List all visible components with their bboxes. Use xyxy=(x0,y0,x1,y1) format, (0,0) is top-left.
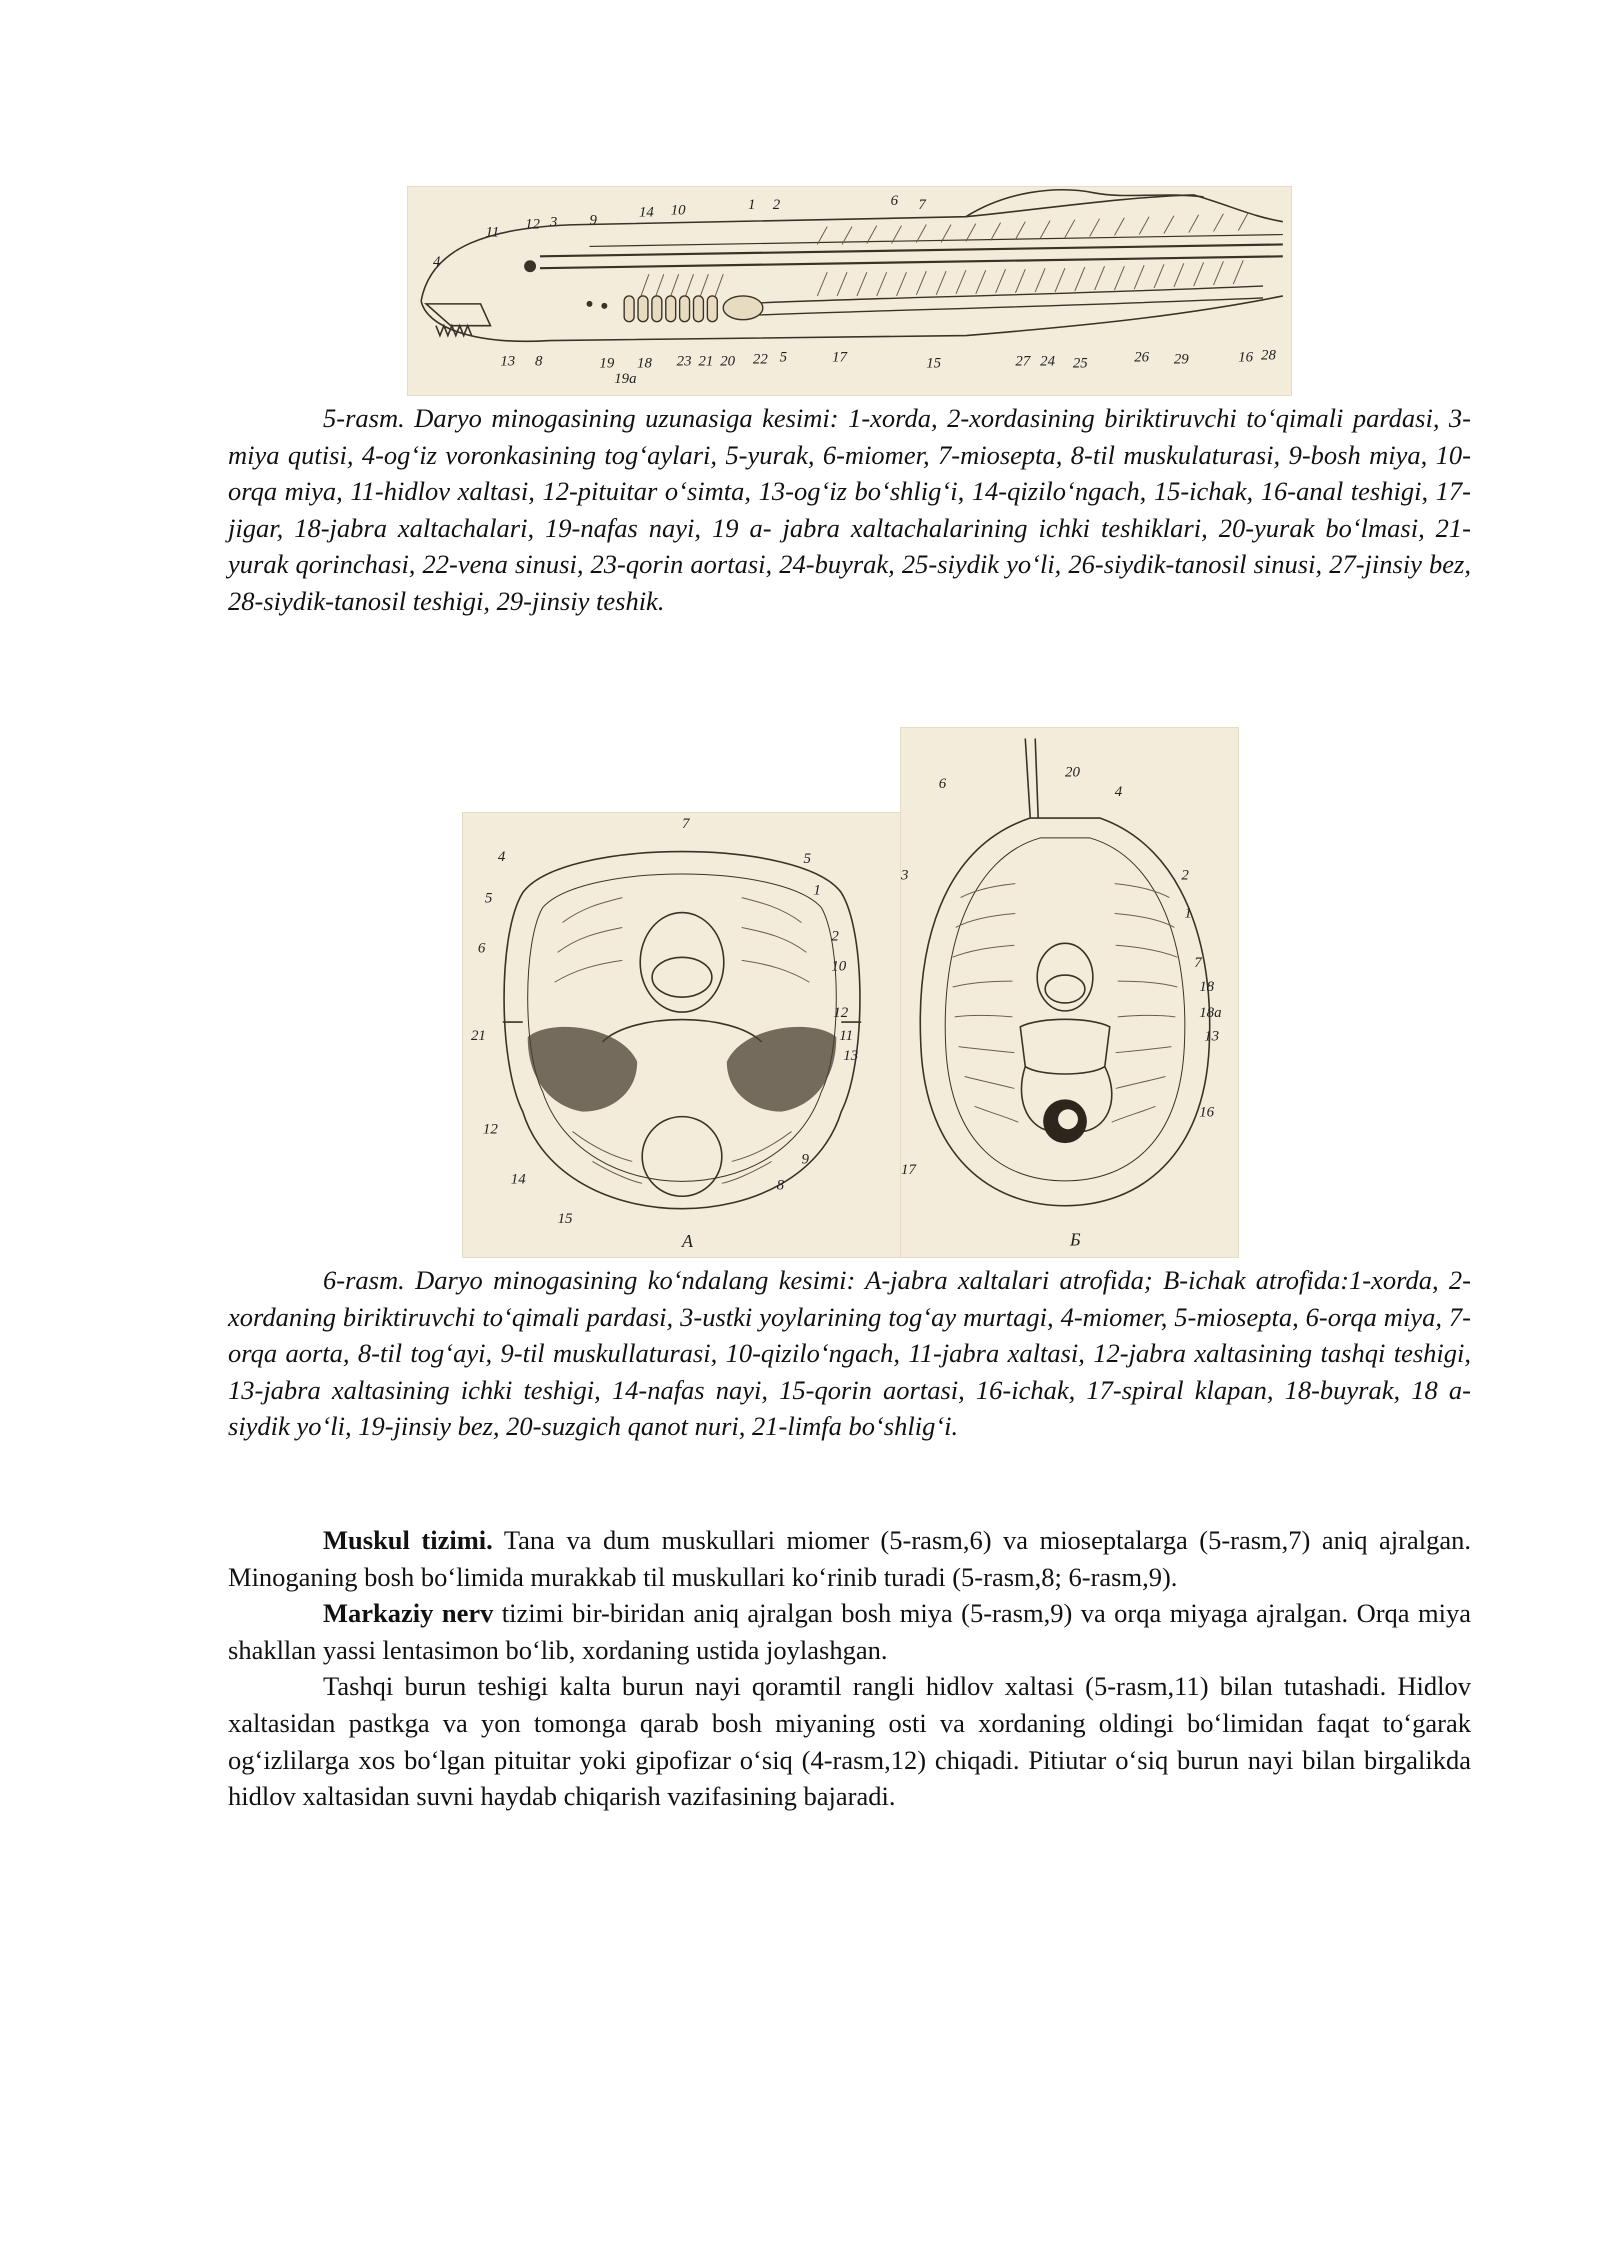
figure-6-caption-label: 6-rasm. xyxy=(323,1265,405,1295)
fig6a-letter: А xyxy=(682,1231,693,1252)
fig6b-letter: Б xyxy=(1069,1229,1081,1250)
fig5-label: 7 xyxy=(918,196,926,213)
paragraph-nasal xyxy=(228,1668,1471,1814)
lamprey-cross-section-b-drawing xyxy=(901,728,1238,1257)
fig6a-label: 15 xyxy=(557,1211,573,1228)
fig5-label: 25 xyxy=(1072,355,1088,372)
fig6b-label: 16 xyxy=(1199,1104,1215,1121)
fig5-label: 17 xyxy=(832,349,848,366)
fig5-label: 19a xyxy=(614,371,637,388)
fig6a-label: 5 xyxy=(803,850,811,867)
fig5-label: 8 xyxy=(535,353,543,370)
paragraph-text: tizimi bir-biridan aniq ajralgan bosh miya (5-rasm,9) va orqa miyaga ajralgan. Orqa miya shakllan yassi lentasimon bo‘lib, xordaning ustida joylashgan. xyxy=(228,1598,1471,1665)
fig5-label: 16 xyxy=(1238,349,1254,366)
fig6b-label: 6 xyxy=(938,776,947,793)
fig6a-label: 12 xyxy=(482,1121,498,1138)
paragraph-text: Tashqi burun teshigi kalta burun nayi qoramtil rangli hidlov xaltasi (5-rasm,11) bilan tutashadi. Hidlov xaltasidan pastkga va yon tomonga qarab bosh miyaning osti va xordaning oldingi bo‘limidan faqat to‘garak og‘izlilarga xos bo‘lgan pituitar yoki gipofizar o‘siq (4-rasm,12) chiqadi. Pitiutar o‘siq burun nayi bilan birgalikda hidlov xaltasidan suvni haydab chiqarish vazifasining bajaradi. xyxy=(228,1671,1471,1812)
fig5-label: 11 xyxy=(485,224,500,241)
fig6b-label: 17 xyxy=(901,1161,916,1178)
fig5-label: 9 xyxy=(589,212,597,229)
fig5-label: 15 xyxy=(926,355,942,372)
fig6a-label: 21 xyxy=(470,1027,486,1044)
fig6a-label: 8 xyxy=(776,1177,785,1194)
fig5-label: 20 xyxy=(720,353,736,370)
heading-muscular-system: Muskul tizimi. xyxy=(323,1525,493,1555)
fig5-label: 6 xyxy=(890,192,899,209)
fig6b-label: 1 xyxy=(1184,905,1192,922)
figure-5-longitudinal-section xyxy=(407,186,1292,396)
fig5-label: 24 xyxy=(1040,353,1056,370)
fig6b-label: 3 xyxy=(901,867,909,884)
fig5-label: 22 xyxy=(752,351,768,368)
fig6a-label: 1 xyxy=(813,882,821,899)
fig5-label: 4 xyxy=(433,254,441,271)
paragraph-nervous-system xyxy=(228,1595,1471,1668)
fig5-label: 13 xyxy=(500,353,516,370)
fig6a-label: 9 xyxy=(801,1151,809,1168)
fig5-label: 28 xyxy=(1261,347,1276,364)
fig6b-label: 18 xyxy=(1199,979,1215,996)
fig5-label: 3 xyxy=(549,214,558,231)
fig5-label: 18 xyxy=(637,355,652,372)
lamprey-longitudinal-drawing xyxy=(408,187,1291,395)
fig6a-label: 11 xyxy=(839,1027,854,1044)
figure-6-panel-b xyxy=(900,727,1239,1258)
fig5-label: 12 xyxy=(525,216,540,233)
fig6a-label: 12 xyxy=(833,1005,849,1022)
fig6a-label: 2 xyxy=(831,928,839,945)
fig5-label: 23 xyxy=(676,353,692,370)
figure-5-caption-text: Daryo minogasining uzunasiga kesimi: 1-xorda, 2-xordasining biriktiruvchi to‘qimali pardasi, 3-miya qutisi, 4-og‘iz voronkasining tog‘aylari, 5-yurak, 6-miomer, 7-miosepta, 8-til muskulaturasi, 9-bosh miya, 10-orqa miya, 11-hidlov xaltasi, 12-pituitar o‘simta, 13-og‘iz bo‘shlig‘i, 14-qizilo‘ngach, 15-ichak, 16-anal teshigi, 17-jigar, 18-jabra xaltachalari, 19-nafas nayi, 19 a- jabra xaltachalarining ichki teshiklari, 20-yurak bo‘lmasi, 21-yurak qorinchasi, 22-vena sinusi, 23-qorin aortasi, 24-buyrak, 25-siydik yo‘li, 26-siydik-tanosil sinusi, 27-jinsiy bez, 28-siydik-tanosil teshigi, 29-jinsiy teshik. xyxy=(228,403,1471,616)
figure-5-caption xyxy=(228,400,1471,620)
fig5-label: 10 xyxy=(670,202,686,219)
fig6a-label: 14 xyxy=(510,1171,526,1188)
fig5-label: 1 xyxy=(747,196,756,213)
figure-6-caption xyxy=(228,1262,1471,1445)
fig6b-label: 4 xyxy=(1114,784,1123,801)
paragraph-text: Tana va dum muskullari miomer (5-rasm,6) va mioseptalarga (5-rasm,7) aniq ajralgan. Minoganing bosh bo‘limida murakkab til muskullari ko‘rinib turadi (5-rasm,8; 6-rasm,9). xyxy=(228,1525,1471,1592)
fig5-label: 21 xyxy=(698,353,714,370)
fig5-label: 29 xyxy=(1173,351,1189,368)
fig6b-label: 13 xyxy=(1204,1028,1220,1045)
paragraph-muscular-system xyxy=(228,1522,1471,1595)
fig6b-label: 7 xyxy=(1194,955,1202,972)
fig6b-label: 2 xyxy=(1181,867,1189,884)
fig5-label: 19 xyxy=(599,355,615,372)
lamprey-cross-section-a-drawing xyxy=(463,813,901,1257)
fig5-label: 5 xyxy=(779,349,788,366)
fig6a-label: 10 xyxy=(831,958,847,975)
figure-6-caption-text: Daryo minogasining ko‘ndalang kesimi: A-jabra xaltalari atrofida; B-ichak atrofida:1-xorda, 2-xordaning biriktiruvchi to‘qimali pardasi, 3-ustki yoylarining tog‘ay murtagi, 4-miomer, 5-miosepta, 6-orqa miya, 7-orqa aorta, 8-til tog‘ayi, 9-til muskullaturasi, 10-qizilo‘ngach, 11-jabra xaltasi, 12-jabra xaltasining tashqi teshigi, 13-jabra xaltasining ichki teshigi, 14-nafas nayi, 15-qorin aortasi, 16-ichak, 17-spiral klapan, 18-buyrak, 18 a-siydik yo‘li, 19-jinsiy bez, 20-suzgich qanot nuri, 21-limfa bo‘shlig‘i. xyxy=(228,1265,1471,1442)
fig5-label: 26 xyxy=(1134,349,1150,366)
fig6a-label: 4 xyxy=(497,848,506,865)
fig6a-label: 13 xyxy=(843,1047,859,1064)
figure-5-caption-label: 5-rasm. xyxy=(323,403,405,433)
fig5-label: 14 xyxy=(639,204,654,221)
fig5-label: 2 xyxy=(772,196,781,213)
fig6b-label: 20 xyxy=(1065,764,1080,781)
fig6a-label: 7 xyxy=(682,815,690,832)
fig6a-label: 6 xyxy=(477,940,486,957)
fig6a-label: 5 xyxy=(484,890,493,907)
figure-6-panel-a xyxy=(462,812,902,1258)
heading-nervous-system: Markaziy nerv xyxy=(323,1598,494,1629)
fig5-label: 27 xyxy=(1015,353,1031,370)
body-text xyxy=(228,1522,1471,1815)
fig6b-label: 18a xyxy=(1199,1004,1222,1021)
